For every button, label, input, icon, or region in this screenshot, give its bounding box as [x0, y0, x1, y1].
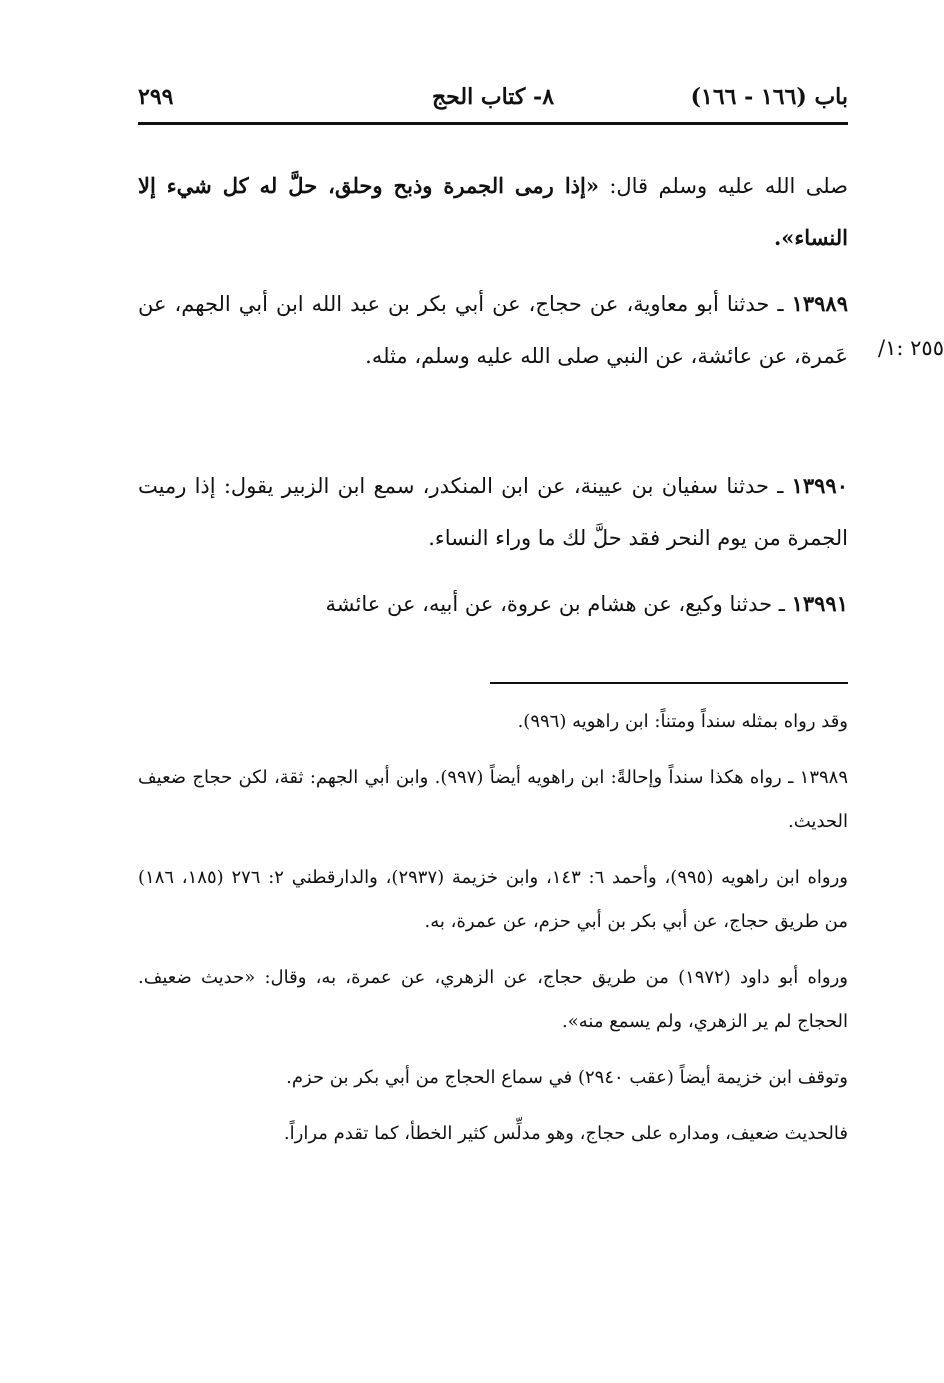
footnote-text: ـ رواه هكذا سنداً وإحالةً: ابن راهويه أيضاً (٩٩٧). وابن أبي الجهم: ثقة، لكن حجاج ضعيف الحديث.: [138, 767, 848, 832]
page-header: [138, 78, 848, 118]
footnote-1: وقد رواه بمثله سنداً ومتناً: ابن راهويه (٩٩٦).: [517, 711, 848, 732]
header-divider: [138, 122, 848, 125]
hadith-number: ١٣٩٨٩: [791, 291, 848, 316]
footnote-6: فالحديث ضعيف، ومداره على حجاج، وهو مدلِّس كثير الخطأ، كما تقدم مراراً.: [283, 1123, 848, 1144]
hadith-number: ١٣٩٩١: [791, 591, 848, 616]
footnote-4: ورواه أبو داود (١٩٧٢) من طريق حجاج، عن الزهري، عن عمرة، به، وقال: «حديث ضعيف. الحجاج لم ير الزهري، ولم يسمع منه».: [138, 967, 848, 1032]
hadith-continuation: [138, 160, 848, 264]
footnote-3: ورواه ابن راهويه (٩٩٥)، وأحمد ٦: ١٤٣، وابن خزيمة (٢٩٣٧)، والدارقطني ٢: ٢٧٦ (١٨٥، ١٨٦) من طريق حجاج، عن أبي بكر بن أبي حزم، عن عمرة، به.: [138, 867, 848, 932]
hadith-text: ـ حدثنا أبو معاوية، عن حجاج، عن أبي بكر بن عبد الله ابن أبي الجهم، عن عَمرة، عن عائشة، عن النبي صلى الله عليه وسلم، مثله.: [138, 292, 848, 368]
footnote-2: [138, 756, 848, 844]
continuation-text: صلى الله عليه وسلم قال:: [598, 174, 848, 198]
hadith-13991: [138, 578, 848, 630]
hadith-number: ١٣٩٩٠: [791, 473, 848, 498]
hadith-text: ـ حدثنا وكيع، عن هشام بن عروة، عن أبيه، عن عائشة: [325, 592, 792, 616]
prophetic-quote: «إذا رمى الجمرة وذبح وحلق، حلَّ له كل شيء إلا النساء».: [138, 173, 848, 250]
hadith-text: ـ حدثنا سفيان بن عيينة، عن ابن المنكدر، سمع ابن الزبير يقول: إذا رميت الجمرة من يوم النحر فقد حلَّ لك ما وراء النساء.: [138, 474, 848, 550]
margin-reference: ٢٥٥ :١/: [878, 336, 944, 360]
hadith-13990: [138, 460, 848, 564]
footnote-divider: [490, 682, 848, 684]
page-number: ٢٩٩: [138, 84, 174, 110]
section-range: باب (١٦٦ - ١٦٦): [690, 84, 848, 110]
hadith-13989: [138, 278, 848, 382]
footnotes: [138, 700, 848, 1168]
footnote-5: وتوقف ابن خزيمة أيضاً (عقب ٢٩٤٠) في سماع الحجاج من أبي بكر بن حزم.: [286, 1067, 848, 1088]
book-title: ٨- كتاب الحج: [431, 84, 555, 110]
footnote-number: ١٣٩٨٩: [799, 767, 848, 788]
